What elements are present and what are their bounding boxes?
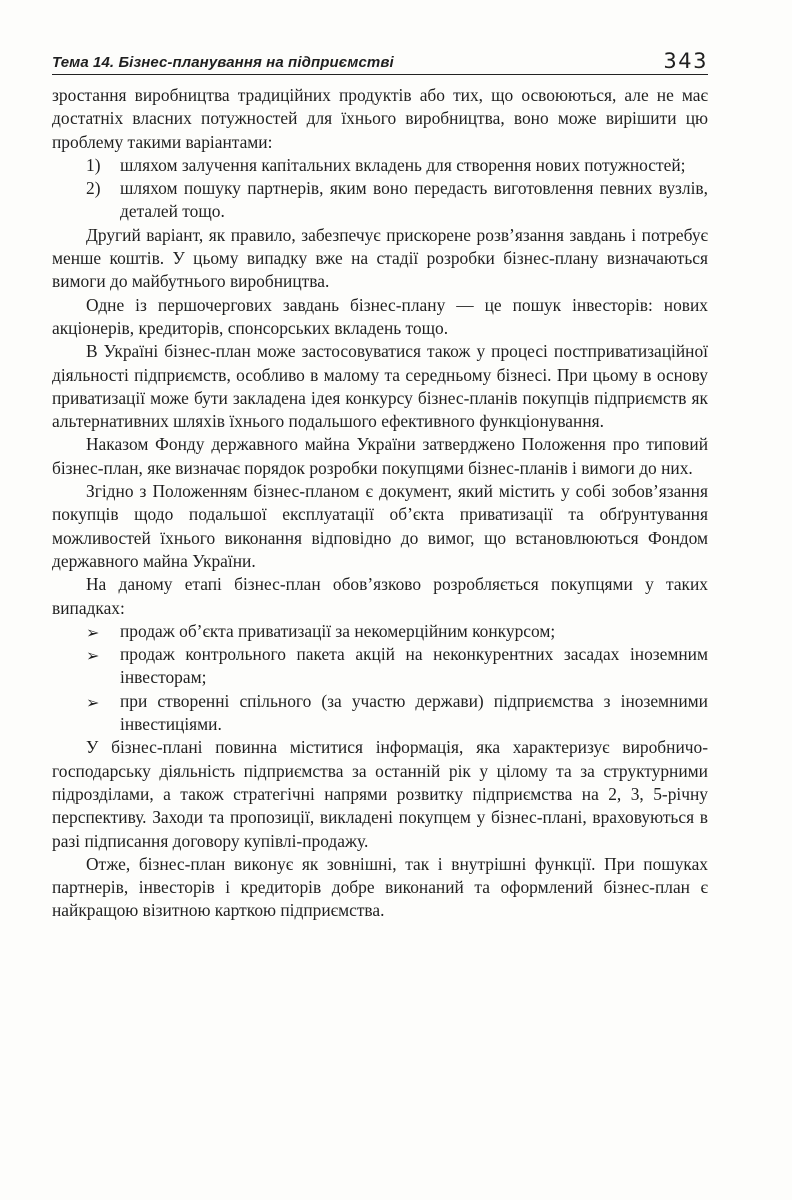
list-number: 2) xyxy=(86,178,101,199)
chapter-title: Тема 14. Бізнес-планування на підприємстві xyxy=(52,54,394,71)
arrow-bullet-icon: ➢ xyxy=(86,646,100,666)
list-item xyxy=(52,154,708,177)
paragraph: Наказом Фонду державного майна України затверджено Положення про типовий бізнес-план, яке визначає порядок розробки покупцями бізнес-планів і вимоги до них. xyxy=(52,434,708,478)
list-item-text: продаж об’єкта приватизації за некомерційним конкурсом; xyxy=(120,620,556,641)
paragraph: Одне із першочергових завдань бізнес-плану — це пошук інвесторів: нових акціонерів, кредиторів, спонсорських вкладень тощо. xyxy=(52,294,708,338)
paragraph: У бізнес-плані повинна міститися інформація, яка характеризує виробничо-господарську діяльність підприємства за останній рік у цілому та за структурними підрозділами, а також стратегічні напрями розвитку підприємства на 2, 3, 5-річну перспективу. Заходи та пропозиції, викладені покупцем у бізнес-плані, враховуються в разі підписання договору купівлі-продажу. xyxy=(52,737,708,851)
page-body xyxy=(52,84,708,923)
paragraph: зростання виробництва традиційних продуктів або тих, що освоюються, але не має достатніх власних потужностей для їхнього виробництва, воно може вирішити цю проблему такими варіантами: xyxy=(52,85,708,152)
paragraph: Отже, бізнес-план виконує як зовнішні, так і внутрішні функції. При пошуках партнерів, інвесторів і кредиторів добре виконаний та оформлений бізнес-план є найкращою візитною карткою підприємства. xyxy=(52,853,708,921)
page-number: 343 xyxy=(663,49,708,73)
numbered-list xyxy=(52,154,708,224)
list-item-text: при створенні спільного (за участю держави) підприємства з іноземними інвестиціями. xyxy=(120,690,708,735)
running-header xyxy=(52,48,708,75)
list-item-text: продаж контрольного пакета акцій на неконкурентних засадах іноземним інвесторам; xyxy=(120,644,708,688)
list-item xyxy=(52,690,708,737)
arrow-bullet-icon: ➢ xyxy=(86,692,100,712)
paragraph: На даному етапі бізнес-план обов’язково розробляється покупцями у таких випадках: xyxy=(52,574,708,618)
list-item xyxy=(52,177,708,224)
paragraph: В Україні бізнес-план може застосовуватися також у процесі постприватизаційної діяльності підприємств, особливо в малому та середньому бізнесі. При цьому в основу приватизації може бути закладена ідея конкурсу бізнес-планів покупців підприємств як альтернативних шляхів їхнього подальшого ефективного функціонування. xyxy=(52,341,708,432)
list-item xyxy=(52,620,708,643)
list-item xyxy=(52,643,708,690)
list-item-text: шляхом пошуку партнерів, яким воно передасть виготовлення певних вузлів, деталей тощо. xyxy=(120,178,708,222)
paragraph: Другий варіант, як правило, забезпечує прискорене розв’язання завдань і потребує менше коштів. У цьому випадку вже на стадії розробки бізнес-плану визначаються вимоги до майбутнього виробництва. xyxy=(52,224,708,292)
arrow-bullet-icon: ➢ xyxy=(86,622,100,642)
bullet-list xyxy=(52,620,708,736)
list-item-text: шляхом залучення капітальних вкладень для створення нових потужностей; xyxy=(120,154,686,175)
paragraph: Згідно з Положенням бізнес-планом є документ, який містить у собі зобов’язання покупців щодо подальшої експлуатації об’єкта приватизації та обґрунтування можливостей їхнього виконання відповідно до вимог, що встановлюються Фондом державного майна України. xyxy=(52,481,708,571)
list-number: 1) xyxy=(86,154,101,175)
